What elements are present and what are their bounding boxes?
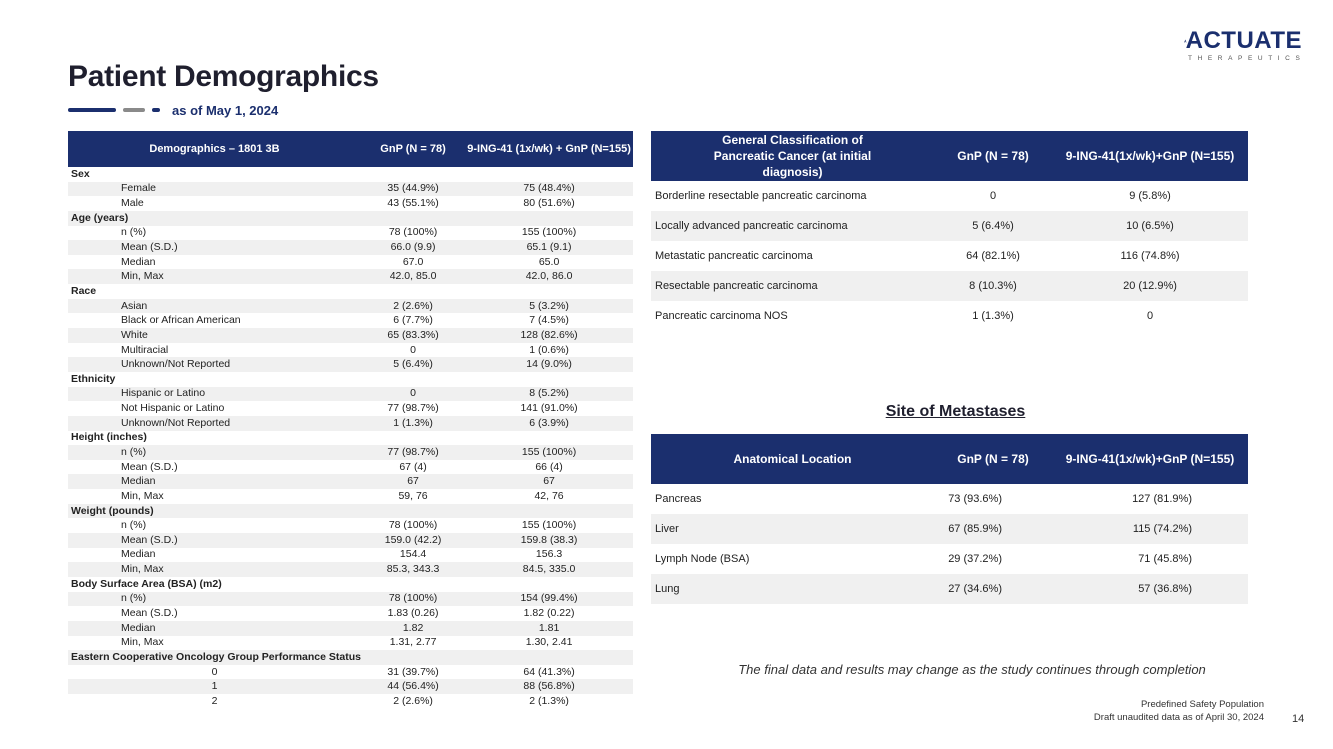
row-label: Pancreatic carcinoma NOS [655,310,788,322]
gnp-value: 0 [361,387,465,402]
table-row [68,240,633,255]
row-label: Mean (S.D.) [121,607,178,620]
combo-value: 9 (5.8%) [1129,190,1171,202]
gnp-value: 154.4 [399,548,427,561]
table-row [68,694,633,709]
table-row [68,226,633,241]
column-header: GnP (N = 78) [361,131,465,167]
gnp-value [361,211,465,226]
section-row [68,372,633,387]
combo-value: 14 (9.0%) [465,357,633,372]
table-row [68,343,633,358]
combo-value: 154 (99.4%) [465,592,633,607]
gnp-value: 78 (100%) [361,592,465,607]
gnp-value: 43 (55.1%) [387,197,439,210]
row-label: Locally advanced pancreatic carcinoma [651,211,934,241]
combo-value: 141 (91.0%) [520,402,578,415]
section-label: Weight (pounds) [68,504,361,519]
table-row [68,255,633,270]
row-label: Median [68,474,361,489]
row-label: Multiracial [121,343,169,356]
combo-value [465,504,633,519]
footnote [1094,698,1264,724]
page-subtitle: as of May 1, 2024 [172,102,279,118]
section-row [68,211,633,226]
combo-value: 0 [1146,310,1154,322]
gnp-value: 64 (82.1%) [966,250,1020,262]
gnp-value: 85.3, 343.3 [361,562,465,577]
table-row [68,665,633,680]
table-row [68,196,633,211]
gnp-value: 6 (7.7%) [393,314,433,327]
gnp-value: 67 (4) [399,460,427,473]
table-row [651,514,1248,544]
table-row [651,241,1248,271]
gnp-value: 67 [361,474,465,489]
row-label: White [68,328,361,343]
combo-value: 6 (3.9%) [465,416,633,431]
row-label: Median [121,548,156,561]
table-row [68,416,633,431]
gnp-value: 1.31, 2.77 [389,636,437,649]
row-label: Black or African American [121,314,241,327]
gnp-value: 77 (98.7%) [361,445,465,460]
column-header: GnP (N = 78) [934,434,1052,484]
row-label: Unknown/Not Reported [68,357,361,372]
combo-value: 42.0, 86.0 [465,269,633,284]
gnp-value: 1 (1.3%) [361,416,465,431]
section-row [68,504,633,519]
combo-value: 115 (74.2%) [1052,514,1248,544]
gnp-value [361,504,465,519]
combo-value: 64 (41.3%) [523,665,575,678]
table-row [68,518,633,533]
gnp-value: 2 (2.6%) [361,299,465,314]
combo-value: 1.30, 2.41 [525,636,573,649]
combo-value: 20 (12.9%) [1052,271,1248,301]
table-row [651,301,1248,331]
section-row [68,431,633,446]
row-label: Min, Max [121,636,164,649]
table-row [651,271,1248,301]
gnp-value: 65 (83.3%) [361,328,465,343]
combo-value: 88 (56.8%) [465,679,633,694]
combo-value: 42, 76 [534,489,564,502]
row-label: Mean (S.D.) [121,460,178,473]
combo-value: 84.5, 335.0 [465,562,633,577]
row-label: Lung [651,574,934,604]
row-label: Min, Max [68,562,361,577]
section-label: Eastern Cooperative Oncology Group Performance Status [68,650,361,665]
row-label: Median [68,621,361,636]
subtitle-row [68,101,278,119]
table-row [68,636,633,651]
gnp-value: 66.0 (9.9) [361,240,465,255]
company-logo [1184,27,1306,64]
row-label: n (%) [121,519,147,532]
decorative-dash [152,108,160,112]
section-label: Age (years) [68,211,361,226]
gnp-value: 67.0 [402,255,424,268]
table-row [68,387,633,402]
metastases-table [651,434,1248,604]
table-row [68,357,633,372]
section-label: Ethnicity [71,372,116,385]
gnp-value: 77 (98.7%) [387,402,439,415]
combo-value: 67 [465,474,633,489]
row-label: Liver [651,514,934,544]
row-label: Min, Max [68,269,361,284]
metastases-title: Site of Metastases [885,403,1026,420]
combo-value: 57 (36.8%) [1052,574,1248,604]
combo-value: 8 (5.2%) [465,387,633,402]
section-row [68,577,633,592]
logo-name: ACTUATE [1185,27,1302,54]
row-label: Borderline resectable pancreatic carcinoma [655,190,867,202]
combo-value: 7 (4.5%) [529,314,569,327]
column-header: Demographics – 1801 3B [68,131,361,167]
gnp-value: 5 (6.4%) [361,357,465,372]
combo-value: 155 (100%) [465,445,633,460]
table-row [68,562,633,577]
row-label: Min, Max [121,489,164,502]
logo-tagline: THERAPEUTICS [1188,55,1306,62]
table-row [68,182,633,197]
combo-value [465,372,633,387]
footnote-line: Predefined Safety Population [1140,699,1264,710]
table-row [68,299,633,314]
table-row [68,474,633,489]
table-row [651,574,1248,604]
gnp-value [361,372,465,387]
gnp-value: 29 (37.2%) [948,553,1002,565]
gnp-value: 8 (10.3%) [934,271,1052,301]
gnp-value: 42.0, 85.0 [361,269,465,284]
table-row [68,460,633,475]
section-row [68,650,633,665]
logo-wordmark [1184,28,1302,54]
table-row [651,484,1248,514]
gnp-value: 2 (2.6%) [393,694,433,707]
row-label: Mean (S.D.) [68,533,361,548]
combo-value: 80 (51.6%) [523,197,575,210]
section-label: Race [71,284,97,297]
gnp-value [361,431,465,446]
gnp-value [361,284,465,299]
combo-value: 128 (82.6%) [465,328,633,343]
gnp-value: 31 (39.7%) [387,665,439,678]
section-label: Body Surface Area (BSA) (m2) [71,577,222,590]
gnp-value: 73 (93.6%) [948,493,1002,505]
section-row [68,167,633,182]
row-label: 1 [68,679,361,694]
gnp-value: 1.83 (0.26) [387,607,439,620]
gnp-value: 78 (100%) [388,226,438,239]
combo-value: 75 (48.4%) [465,182,633,197]
combo-value [465,650,633,665]
combo-value: 155 (100%) [521,519,577,532]
column-header: 9-ING-41 (1x/wk) + GnP (N=155) [465,131,633,167]
combo-value: 155 (100%) [521,226,577,239]
combo-value: 66 (4) [535,460,563,473]
gnp-value [361,167,465,182]
column-header: 9-ING-41(1x/wk)+GnP (N=155) [1052,434,1248,484]
combo-value: 116 (74.8%) [1120,250,1180,262]
table-row [68,328,633,343]
row-label: Asian [68,299,361,314]
section-row [68,284,633,299]
combo-value: 65.0 [538,255,560,268]
table-row [68,606,633,621]
table-row [68,489,633,504]
row-label: Not Hispanic or Latino [121,402,225,415]
gnp-value: 0 [989,190,997,202]
table-row [68,313,633,328]
row-label: Median [121,255,156,268]
demographics-table [68,131,633,709]
demographics-header-row [68,131,633,167]
classification-table [651,131,1248,331]
gnp-value: 44 (56.4%) [361,679,465,694]
row-label: Hispanic or Latino [68,387,361,402]
row-label: Unknown/Not Reported [68,416,361,431]
combo-value: 156.3 [535,548,563,561]
gnp-value [361,650,465,665]
row-label: n (%) [68,445,361,460]
combo-value [465,284,633,299]
row-label: Male [121,197,144,210]
row-label: 0 [211,665,218,678]
combo-value: 65.1 (9.1) [465,240,633,255]
combo-value [465,431,633,446]
row-label: Lymph Node (BSA) [655,553,750,565]
table-row [68,269,633,284]
column-header: GnP (N = 78) [934,131,1052,181]
row-label: Resectable pancreatic carcinoma [651,271,934,301]
row-label: 2 [211,694,218,707]
page-number: 14 [1292,713,1305,725]
table-row [68,621,633,636]
combo-value: 2 (1.3%) [529,694,569,707]
gnp-value: 1.82 [361,621,465,636]
combo-value: 1.82 (0.22) [523,607,575,620]
gnp-value: 1 (1.3%) [972,310,1014,322]
section-label: Sex [71,167,90,180]
decorative-dash [123,108,145,112]
disclaimer-text: The final data and results may change as the study continues through completion [738,662,1206,677]
combo-value: 71 (45.8%) [1138,553,1192,565]
combo-value [465,577,633,592]
gnp-value: 59, 76 [398,489,428,502]
column-header: Anatomical Location [651,434,934,484]
gnp-value: 5 (6.4%) [934,211,1052,241]
row-label: Metastatic pancreatic carcinoma [655,250,813,262]
combo-value [465,211,633,226]
table-row [68,548,633,563]
gnp-value [361,577,465,592]
table-row [68,445,633,460]
decorative-dash [68,108,116,112]
table-row [68,533,633,548]
row-label: n (%) [68,592,361,607]
combo-value: 1 (0.6%) [529,343,569,356]
metastases-header-row [651,434,1248,484]
gnp-value: 0 [410,343,416,356]
row-label: Pancreas [655,493,702,505]
column-header: 9-ING-41(1x/wk)+GnP (N=155) [1052,131,1248,181]
section-label: Height (inches) [71,431,147,444]
table-row [68,401,633,416]
column-header: General Classification of Pancreatic Cancer (at initial diagnosis) [651,131,934,181]
combo-value: 10 (6.5%) [1052,211,1248,241]
gnp-value: 159.0 (42.2) [361,533,465,548]
combo-value: 5 (3.2%) [465,299,633,314]
footnote-line: Draft unaudited data as of April 30, 2024 [1093,712,1264,723]
gnp-value: 67 (85.9%) [934,514,1052,544]
table-row [651,181,1248,211]
row-label: Female [68,182,361,197]
row-label: n (%) [121,226,147,239]
table-row [68,592,633,607]
page-title: Patient Demographics [68,60,379,93]
classification-header-row [651,131,1248,181]
row-label: Mean (S.D.) [68,240,361,255]
gnp-value: 35 (44.9%) [361,182,465,197]
table-row [651,211,1248,241]
combo-value: 127 (81.9%) [1132,493,1192,505]
combo-value: 1.81 [465,621,633,636]
combo-value: 159.8 (38.3) [465,533,633,548]
table-row [68,679,633,694]
gnp-value: 27 (34.6%) [934,574,1052,604]
combo-value [465,167,633,182]
table-row [651,544,1248,574]
gnp-value: 78 (100%) [388,519,438,532]
